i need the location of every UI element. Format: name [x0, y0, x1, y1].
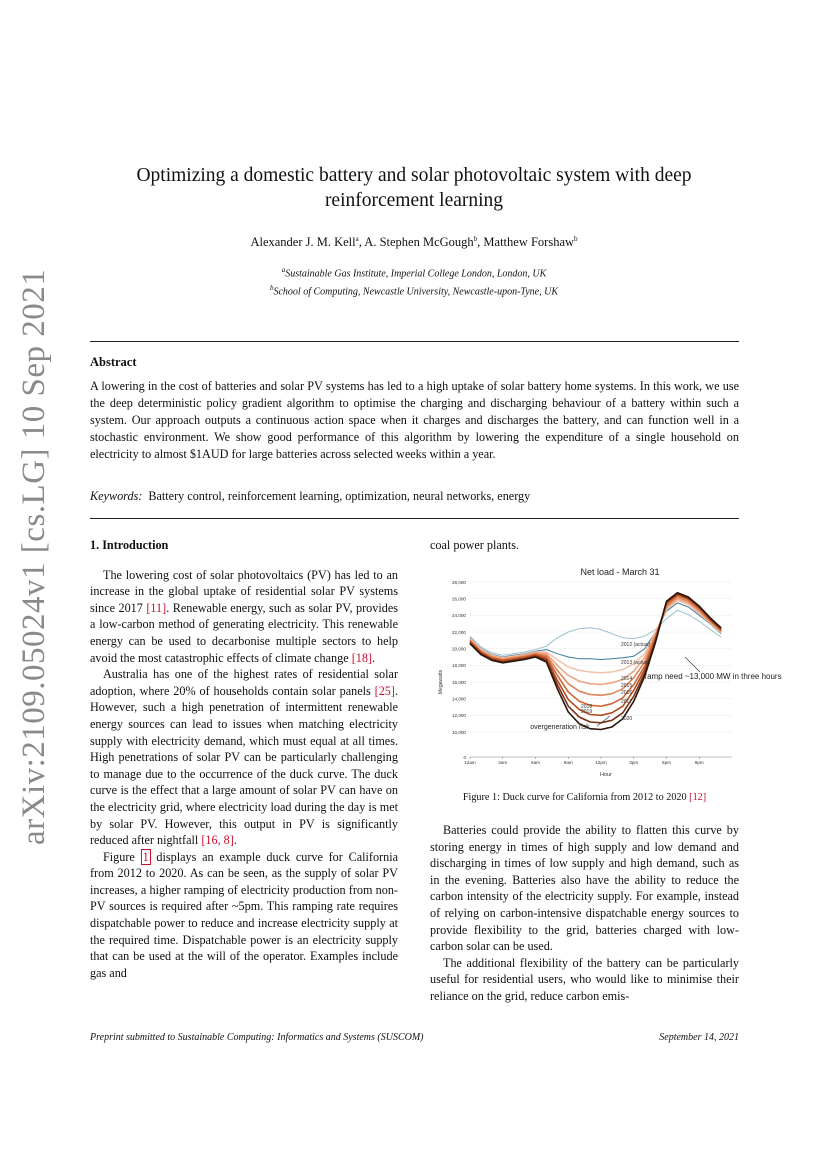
- intro-paragraph-2: [90, 666, 398, 849]
- intro-p2-text-a: Australia has one of the highest rates of residential solar adoption, where 20% of households contain solar panels: [90, 667, 398, 698]
- author-1: Alexander J. M. Kell: [250, 235, 356, 250]
- label-2018: 2018: [581, 704, 593, 710]
- chart-y-tick-label: 22,000: [451, 629, 466, 635]
- affiliations: [90, 263, 738, 300]
- label-2019: 2019: [581, 709, 593, 715]
- keywords: [90, 489, 739, 504]
- label-2015: 2015: [621, 683, 633, 689]
- intro-p3-text-b: displays an example duck curve for California from 2012 to 2020. As can be seen, as the supply of solar PV increases, a higher ramping of electricity production from non-PV sources is required after ~5pm. This ramping rate requires dispatchable power to reduce and increase electricity supply at the required time. Dispatchable power is an electricity supply that can be used at the will of the operator. Examples include gas and: [90, 849, 398, 980]
- author-1-affil: a: [355, 235, 359, 243]
- chart-y-tick-label: 12,000: [451, 713, 466, 719]
- chart-y-tick-label: 16,000: [451, 679, 466, 685]
- label-2016: 2016: [621, 690, 633, 696]
- intro-p3-text-a: Figure: [103, 849, 141, 864]
- chart-y-axis-label: Megawatts: [438, 669, 444, 695]
- chart-x-tick-label: 12pm: [595, 760, 607, 765]
- chart-y-tick-label: 26,000: [451, 596, 466, 602]
- label-2014: 2014: [621, 676, 633, 682]
- citation-link[interactable]: [11]: [146, 600, 167, 615]
- citation-link[interactable]: [12]: [689, 792, 707, 803]
- intro-p2-text-b: . However, such a high penetration of intermittent renewable energy sources can lead to issues when matching electricity supply with electricity demand, which must equal at all times. High penetrations of solar PV can be particularly challenging to manage due to the occurrence of the duck curve. The duck curve is the effect that a large amount of solar PV can have on the electricity grid, where electricity load during the day is met by solar PV. However, this output in PV is significantly reduced after nightfall: [90, 683, 398, 848]
- citation-link[interactable]: [16, 8]: [201, 833, 234, 848]
- series-line-2017: [470, 595, 721, 706]
- chart-x-tick-label: 9pm: [694, 760, 704, 765]
- intro-paragraph-1: [90, 567, 398, 667]
- chart-y-tick-label: 28,000: [451, 579, 466, 585]
- chart-series: [470, 593, 721, 730]
- affiliation-b: [90, 281, 738, 299]
- footer-preprint-note: Preprint submitted to Sustainable Computing: Informatics and Systems (SUSCOM): [90, 1032, 424, 1043]
- chart-y-tick-label: 18,000: [451, 663, 466, 669]
- affiliation-b-text: School of Computing, Newcastle University, Newcastle-upon-Tyne, UK: [273, 286, 558, 298]
- citation-link[interactable]: [18]: [351, 650, 373, 665]
- intro-paragraph-3: [90, 849, 398, 982]
- title-line-2: reinforcement learning: [324, 190, 504, 211]
- keywords-text: Battery control, reinforcement learning, optimization, neural networks, energy: [148, 489, 531, 503]
- ramp-arrow: [685, 657, 700, 672]
- abstract-heading: Abstract: [90, 355, 137, 369]
- overgeneration-risk-label: overgeneration risk: [530, 724, 590, 731]
- duck-curve-chart: [430, 562, 782, 784]
- right-paragraph-1: Batteries could provide the ability to flatten this curve by storing energy in times of high supply and low demand and discharging in times of low supply and high demand, such as in the evening. Batteries also have the ability to reduce the carbon intensity of the electricity supply. For example, instead of relying on carbon-intensive dispatchable energy sources to provide flexibility to the grid, batteries charged with low-carbon solar can be used.: [430, 823, 739, 954]
- footer-date: September 14, 2021: [659, 1032, 739, 1043]
- intro-p1-text-b: . Renewable energy, such as solar PV, provides a low-carbon method of generating electricity. This renewable energy can be used to decarbonise multiple sectors to help avoid the most catastrophic effects of climate change: [90, 600, 399, 665]
- right-paragraph-2: The additional flexibility of the battery can be particularly useful for residential users, who would like to minimise their reliance on the grid, reduce carbon emis-: [430, 955, 739, 1003]
- caption-text: Figure 1: Duck curve for California from 2012 to 2020: [462, 792, 690, 803]
- series-line-2013actual: [470, 603, 721, 660]
- right-column-body: [430, 822, 739, 1005]
- label-2017: 2017: [621, 699, 633, 705]
- chart-y-tick-label: 0: [463, 754, 466, 760]
- author-2-affil: b: [473, 235, 478, 243]
- chart-y-tick-label: 14,000: [451, 696, 466, 702]
- paper-title: [90, 163, 738, 213]
- chart-x-tick-label: 3am: [498, 760, 508, 765]
- chart-x-tick-label: 3pm: [629, 760, 639, 765]
- chart-y-tick-label: 20,000: [451, 646, 466, 652]
- ramp-need-label: ramp need ~13,000 MW in three hours: [644, 672, 782, 681]
- chart-title: Net load - March 31: [580, 567, 660, 577]
- figure-ref-link[interactable]: 1: [142, 849, 149, 864]
- intro-p1-end: .: [372, 650, 376, 665]
- arxiv-stamp: arXiv:2109.05024v1 [cs.LG] 10 Sep 2021: [16, 268, 52, 845]
- top-rule: [90, 341, 739, 342]
- affiliation-a: [90, 263, 738, 281]
- series-line-2012actual: [470, 610, 721, 655]
- chart-y-tick-label: 24,000: [451, 613, 466, 619]
- author-list: [90, 235, 738, 250]
- citation-link[interactable]: [25]: [374, 683, 395, 698]
- keywords-label: Keywords:: [90, 489, 143, 503]
- bottom-rule: [90, 518, 739, 519]
- chart-annotations: [530, 642, 781, 731]
- right-column-top-line: coal power plants.: [430, 538, 520, 552]
- intro-p2-end: .: [233, 833, 237, 848]
- affiliation-a-text: Sustainable Gas Institute, Imperial College London, London, UK: [285, 268, 547, 280]
- intro-p1-text-a: The lowering cost of solar photovoltaics (PV) has led to an increase in the global uptake of residential solar PV systems since 2017: [90, 567, 398, 615]
- chart-x-axis-label: Hour: [600, 772, 612, 778]
- figure-caption: [430, 792, 739, 803]
- affiliation-a-mark: a: [281, 266, 286, 274]
- label-2020: 2020: [621, 716, 633, 722]
- chart-y-tick-label: 10,000: [451, 729, 466, 735]
- label-2012: 2012 (actual): [621, 642, 651, 648]
- author-3-affil: b: [574, 235, 578, 243]
- chart-x-tick-label: 6pm: [662, 760, 671, 765]
- abstract-text: A lowering in the cost of batteries and solar PV systems has led to a high uptake of solar battery home systems. In this work, we use the deep deterministic policy gradient algorithm to optimise the charging and discharging behaviour of a battery within such a system. Our approach outputs a continuous action space when it charges and discharges the battery, and can function well in a stochastic environment. We show good performance of this algorithm by lowering the expenditure of a single household on electricity to almost $1AUD for large batteries across selected weeks within a year.: [90, 379, 739, 461]
- chart-x-tick-label: 6am: [531, 760, 540, 765]
- chart-x-tick-label: 9am: [563, 760, 573, 765]
- author-3: , Matthew Forshaw: [477, 235, 575, 250]
- title-line-1: Optimizing a domestic battery and solar photovoltaic system with deep: [136, 165, 692, 186]
- affiliation-b-mark: b: [269, 284, 274, 293]
- chart-x-tick-label: 12am: [464, 760, 476, 765]
- left-column: [90, 537, 398, 981]
- label-2013: 2013 (actual): [621, 660, 651, 666]
- section-heading-introduction: 1. Introduction: [90, 538, 169, 552]
- author-2: , A. Stephen McGough: [358, 235, 474, 250]
